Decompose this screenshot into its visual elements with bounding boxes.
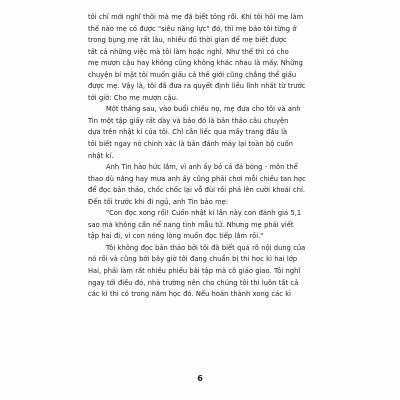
text-line: tôi chỉ mới nghĩ thôi mà mẹ đã biết tỏng rồi. Khi tôi hỏi mẹ làm: [88, 13, 304, 21]
paragraph: [88, 162, 326, 208]
page-number: 6: [197, 374, 203, 383]
text-line: tôi biết ngay nó chính xác là bản đánh máy lại toàn bộ cuốn: [88, 140, 294, 149]
text-line: ngay tới điều đó, nhà trường nên cho chúng tôi thi luôn tất cả: [88, 278, 299, 287]
text-line: Tôi không đọc bản thảo bởi tôi đã biết quá rõ nội dung của: [106, 243, 306, 252]
text-line: Hai, phải làm rất nhiều phiếu bài tập mà cô giáo giao. Tôi nghĩ: [88, 267, 301, 276]
text-line: được mẹ. Vậy là, tôi đã đưa ra quyết định liều lĩnh nhất từ trước: [88, 82, 306, 91]
text-line: "Con đọc xong rồi! Cuốn nhật kí lần này con đánh giá 5,1: [106, 209, 302, 218]
text-line: tới giờ: Cho mẹ mượn cậu.: [88, 93, 178, 102]
text-line: Tin một tập giấy rất dày và bảo đó là bản thảo câu chuyện: [88, 116, 289, 125]
paragraph: [88, 12, 326, 104]
paragraph: [88, 243, 326, 301]
paragraph: [88, 208, 326, 243]
text-line: sao mà không cần nể nang tình mẫu tử. Nhưng mẹ phải viết: [88, 220, 294, 229]
text-line: nó rồi và cũng bởi bây giờ tôi đang chuẩn bị thi học kì hai lớp: [88, 255, 298, 264]
text-line: nhật kí.: [88, 151, 114, 160]
text-line: thế nào mẹ có được "siêu năng lực" đó, thì mẹ bảo tôi từng ở: [88, 24, 297, 33]
text-line: các kì thi có trong năm học đó. Nếu hoàn thành xong các kì: [88, 290, 292, 299]
text-line: mẹ mượn cậu hay không cũng không khác nhau là mấy. Những: [88, 59, 303, 68]
text-line: để đọc bản thảo, chốc chốc lại vỗ đùi rồi phá lên cười khoái chí.: [88, 186, 305, 195]
text-line: Anh Tin hào hức lắm, vì anh ấy bỏ cả đá bóng - môn thể: [106, 163, 298, 172]
text-line: trong bụng mẹ rất lâu, nhiều đủ thời gian để mẹ biết được: [88, 36, 287, 45]
body-text: [88, 12, 326, 301]
text-line: thao dù nắng hay mưa anh ấy cũng phải chơi mỗi chiều tan học: [88, 174, 306, 183]
text-line: chuyện bí mật tôi muốn giấu cả thế giới cũng chẳng thể giấu: [88, 70, 297, 79]
text-line: Một tháng sau, vào buổi chiều nọ, mẹ đưa cho tôi và anh: [106, 105, 301, 114]
text-line: Đến tối trước khi đi ngủ, anh Tin bảo mẹ:: [88, 197, 229, 206]
text-line: tập hai đi, vì con nóng lòng muốn đọc tiếp lắm rồi.": [88, 232, 264, 241]
paragraph: [88, 104, 326, 162]
text-line: tất cả những việc mà tôi làm hoặc nghĩ. Như thế thì có cho: [88, 47, 289, 56]
text-line: dựa trên nhật kí của tôi. Chỉ cần liếc qua mấy trang đầu là: [88, 128, 288, 137]
